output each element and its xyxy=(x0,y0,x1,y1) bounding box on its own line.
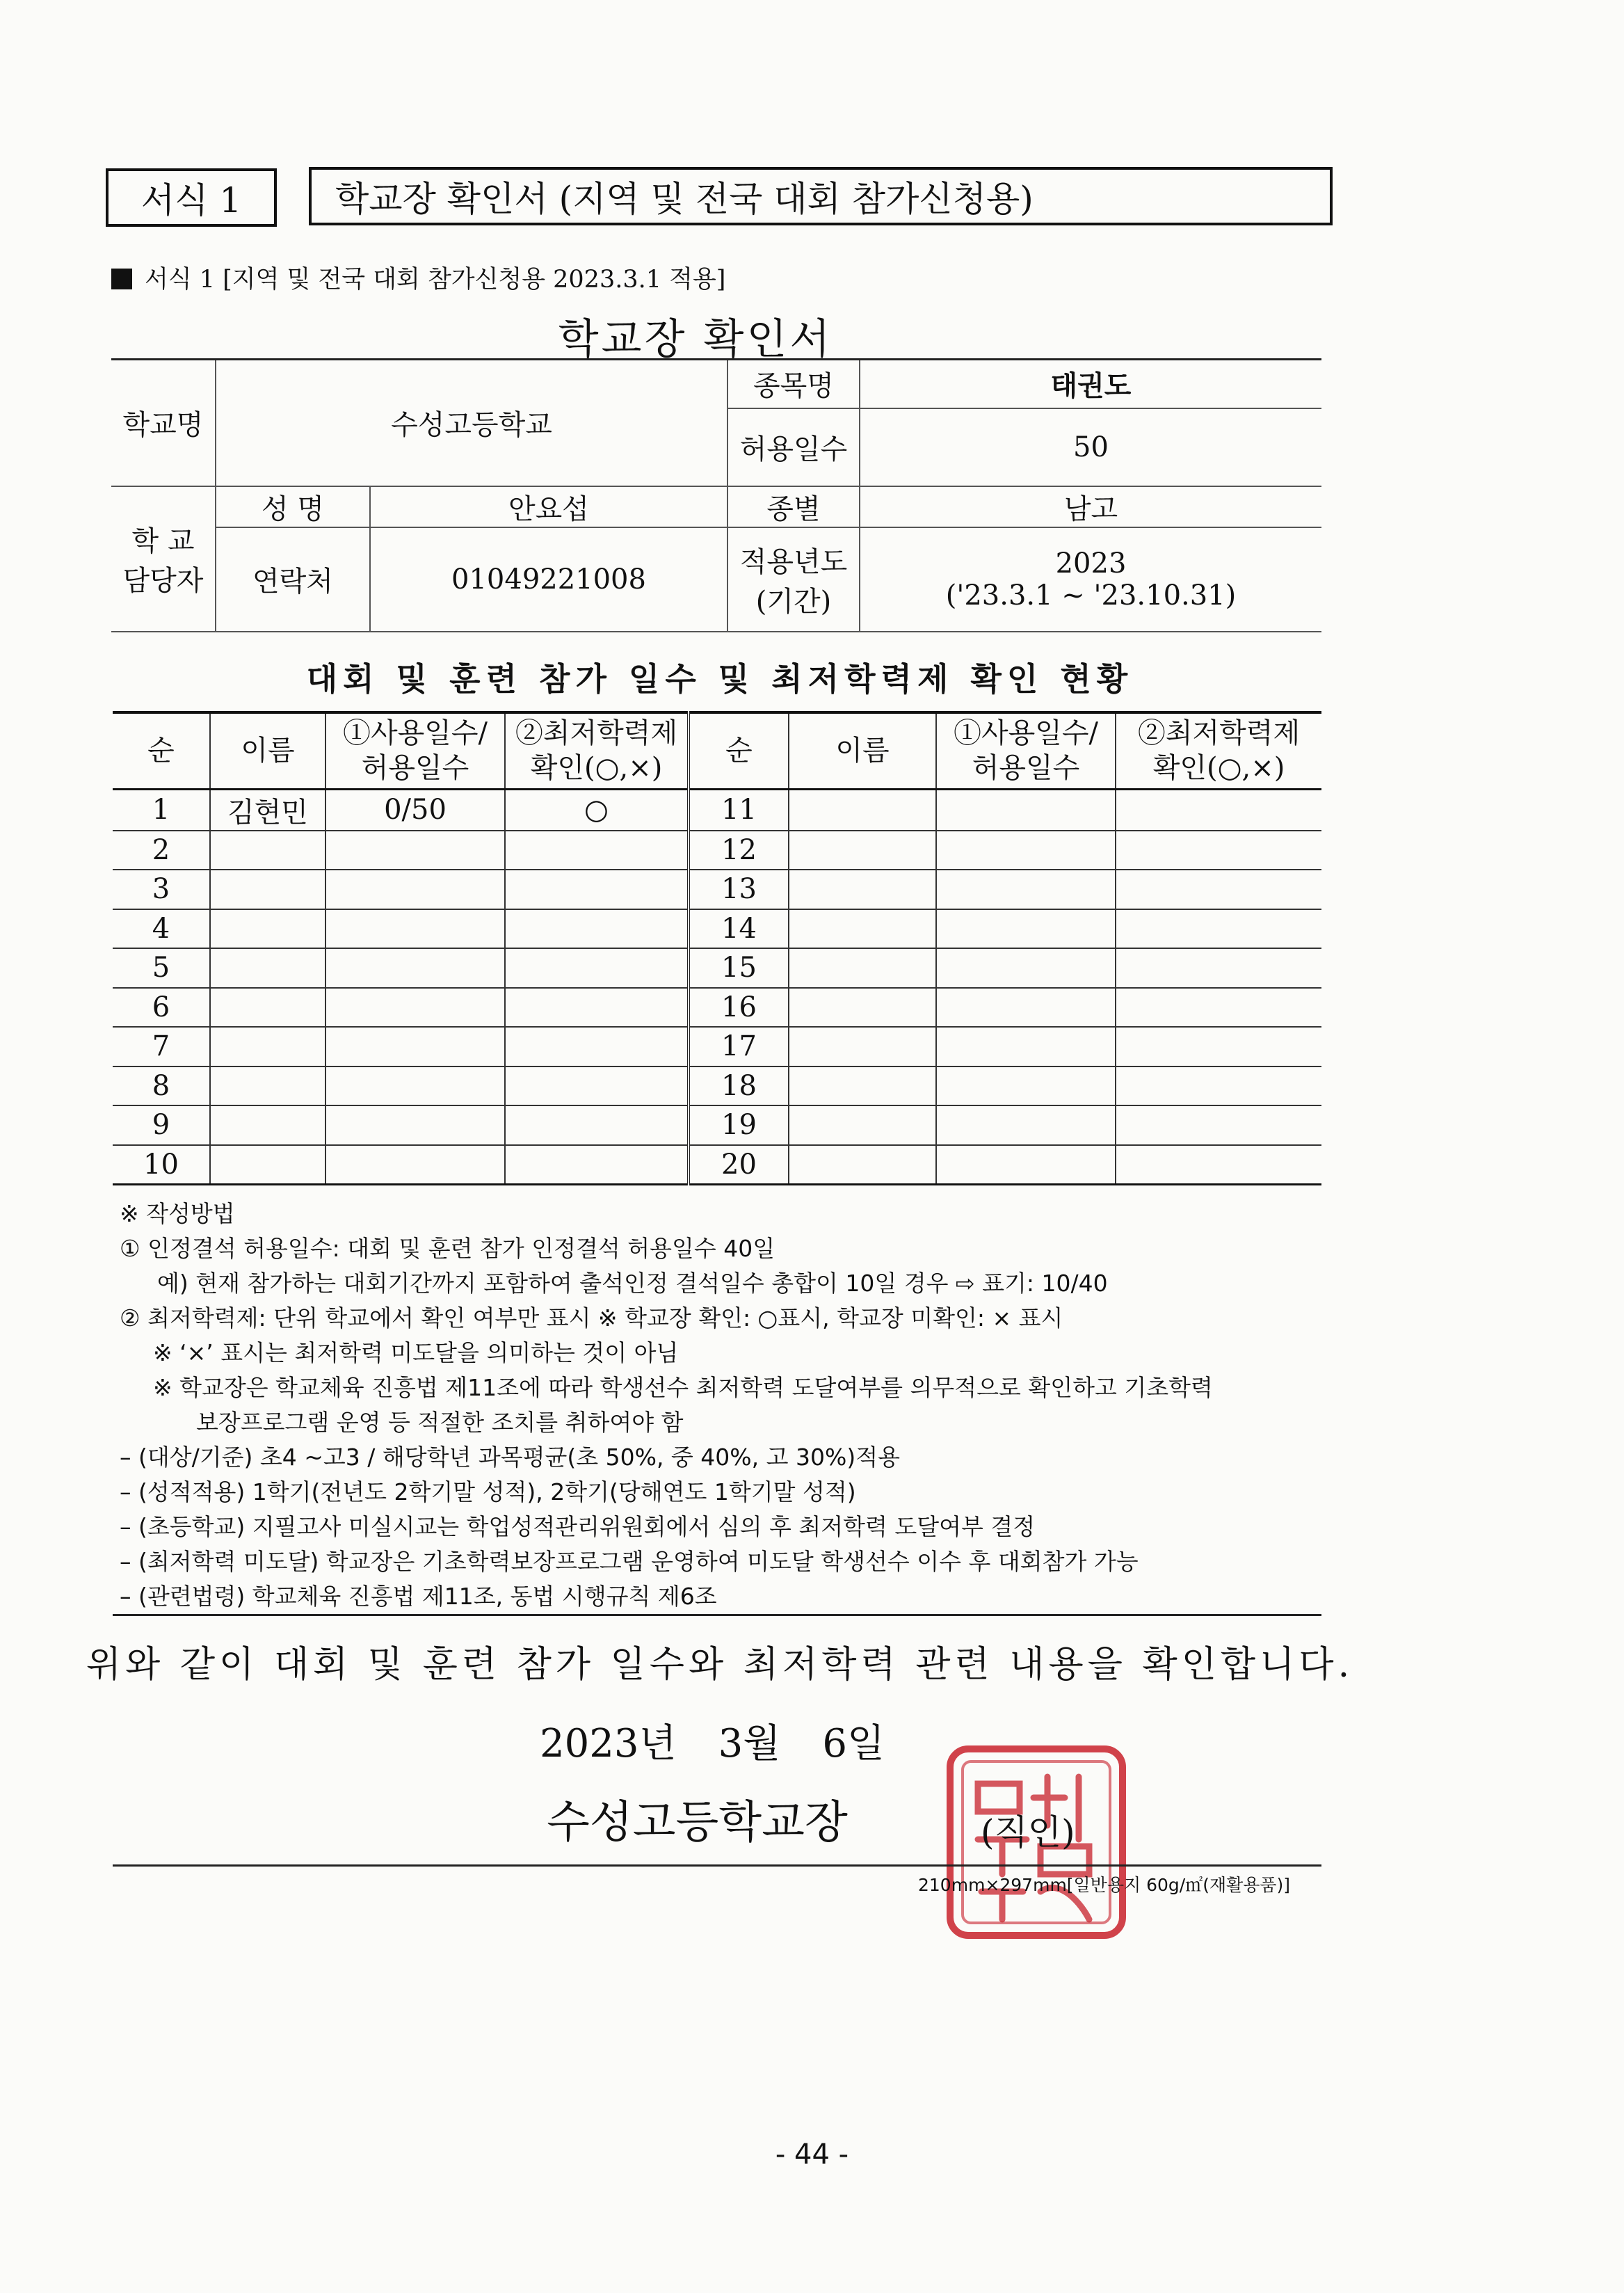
header-used-2 xyxy=(936,712,1116,789)
table-row xyxy=(113,909,1321,949)
table-row xyxy=(113,1027,1321,1066)
header-no-2: 순 xyxy=(689,712,789,789)
row-no-2: 18 xyxy=(689,1066,789,1106)
period-label xyxy=(727,527,860,632)
status-title: 대회 및 훈련 참가 일수 및 최저학력제 확인 현황 xyxy=(306,660,1134,698)
row-no: 7 xyxy=(113,1027,210,1066)
header-check-2 xyxy=(1116,712,1321,789)
row-used xyxy=(325,948,505,988)
row-check-2 xyxy=(1116,1066,1321,1106)
header-check-2-line1: ②최저학력제 xyxy=(1137,717,1301,750)
table-row xyxy=(113,831,1321,870)
date-month: 3월 xyxy=(718,1721,781,1766)
row-used xyxy=(325,870,505,909)
form-title: 학교장 확인서 (지역 및 전국 대회 참가신청용) xyxy=(335,179,1034,219)
table-row xyxy=(113,1066,1321,1106)
row-check-2 xyxy=(1116,988,1321,1028)
gender-value: 남고 xyxy=(860,486,1321,527)
row-used xyxy=(325,1066,505,1106)
school-value: 수성고등학교 xyxy=(216,360,727,486)
manager-label xyxy=(111,486,216,632)
header-used-2-line1: ①사용일수/ xyxy=(953,717,1099,750)
row-used-2 xyxy=(936,948,1116,988)
table-row xyxy=(113,1145,1321,1185)
form-title-box xyxy=(309,167,1333,225)
row-check-2 xyxy=(1116,948,1321,988)
contact-value: 01049221008 xyxy=(370,527,727,632)
row-name xyxy=(210,1066,325,1106)
row-no: 8 xyxy=(113,1066,210,1106)
row-no: 4 xyxy=(113,909,210,949)
note-1: ① 인정결석 허용일수: 대회 및 훈련 참가 인정결석 허용일수 40일 xyxy=(120,1235,775,1262)
form-number-box xyxy=(106,168,277,227)
row-name xyxy=(210,909,325,949)
manager-label-line2: 담당자 xyxy=(122,565,204,597)
sport-label: 종목명 xyxy=(727,360,860,408)
row-used-2 xyxy=(936,870,1116,909)
notes-divider xyxy=(113,1614,1321,1616)
note-1-example: 예) 현재 참가하는 대회기간까지 포함하여 출석인정 결석일수 총합이 10일 경우 ⇨ 표기: 10/40 xyxy=(157,1270,1108,1297)
row-no: 2 xyxy=(113,831,210,870)
row-no-2: 14 xyxy=(689,909,789,949)
row-check xyxy=(505,909,689,949)
row-used-2 xyxy=(936,988,1116,1028)
row-used-2 xyxy=(936,1105,1116,1145)
name-value: 안요섭 xyxy=(370,486,727,527)
row-name xyxy=(210,988,325,1028)
sport-value: 태권도 xyxy=(860,360,1321,408)
row-name-2 xyxy=(789,909,936,949)
gender-label: 종별 xyxy=(727,486,860,527)
row-no: 6 xyxy=(113,988,210,1028)
row-no-2: 20 xyxy=(689,1145,789,1185)
footer-divider xyxy=(113,1864,1321,1867)
note-2-a: ※ ‘×’ 표시는 최저학력 미도달을 의미하는 것이 아님 xyxy=(153,1339,679,1366)
row-used-2 xyxy=(936,831,1116,870)
row-name-2 xyxy=(789,870,936,909)
row-name-2 xyxy=(789,1145,936,1185)
note-detail-2: – (성적적용) 1학기(전년도 2학기말 성적), 2학기(당해연도 1학기말 성적) xyxy=(120,1478,856,1505)
note-detail-4: – (최저학력 미도달) 학교장은 기초학력보장프로그램 운영하여 미도달 학생선수 이수 후 대회참가 가능 xyxy=(120,1548,1139,1575)
note-2: ② 최저학력제: 단위 학교에서 확인 여부만 표시 ※ 학교장 확인: ○표시, 학교장 미확인: × 표시 xyxy=(120,1304,1063,1332)
allowed-days-value: 50 xyxy=(860,408,1321,486)
notes-heading: ※ 작성방법 xyxy=(120,1200,235,1227)
row-name-2 xyxy=(789,1027,936,1066)
row-used-2 xyxy=(936,1027,1116,1066)
row-name xyxy=(210,870,325,909)
confirmation-statement: 위와 같이 대회 및 훈련 참가 일수와 최저학력 관련 내용을 확인합니다. xyxy=(86,1644,1354,1686)
date-day: 6일 xyxy=(822,1721,885,1766)
page-number: - 44 - xyxy=(775,2139,849,2171)
header-check xyxy=(505,712,689,789)
row-no: 10 xyxy=(113,1145,210,1185)
row-check-2 xyxy=(1116,1105,1321,1145)
row-check xyxy=(505,1145,689,1185)
confirmation-date xyxy=(540,1713,926,1768)
table-row xyxy=(113,948,1321,988)
table-row xyxy=(113,870,1321,909)
note-detail-5: – (관련법령) 학교체육 진흥법 제11조, 동법 시행규칙 제6조 xyxy=(120,1583,717,1610)
form-subtitle xyxy=(111,260,725,295)
status-header-row xyxy=(113,712,1321,789)
table-row xyxy=(113,1105,1321,1145)
table-row xyxy=(113,789,1321,831)
row-check xyxy=(505,1027,689,1066)
header-used-line1: ①사용일수/ xyxy=(342,717,488,750)
row-check-2 xyxy=(1116,789,1321,831)
form-number: 서식 1 xyxy=(140,180,242,221)
row-used: 0/50 xyxy=(325,789,505,831)
row-used-2 xyxy=(936,1145,1116,1185)
row-used xyxy=(325,1145,505,1185)
row-check xyxy=(505,948,689,988)
row-name xyxy=(210,1027,325,1066)
header-used-line2: 허용일수 xyxy=(361,752,469,785)
header-used-2-line2: 허용일수 xyxy=(972,752,1080,785)
row-check xyxy=(505,831,689,870)
period-range: ('23.3.1 ~ '23.10.31) xyxy=(945,579,1237,612)
period-value xyxy=(860,527,1321,632)
header-no: 순 xyxy=(113,712,210,789)
writing-instructions xyxy=(120,1197,1330,1614)
row-used xyxy=(325,988,505,1028)
row-name-2 xyxy=(789,1066,936,1106)
note-2-b: ※ 학교장은 학교체육 진흥법 제11조에 따라 학생선수 최저학력 도달여부를 의무적으로 확인하고 기초학력 xyxy=(153,1374,1213,1401)
row-name xyxy=(210,831,325,870)
seal-label: (직인) xyxy=(981,1812,1075,1853)
row-no: 9 xyxy=(113,1105,210,1145)
period-year: 2023 xyxy=(1055,547,1127,580)
contact-label: 연락처 xyxy=(216,527,370,632)
info-table xyxy=(111,358,1321,632)
row-check xyxy=(505,988,689,1028)
document-title: 학교장 확인서 xyxy=(558,315,833,364)
period-label-line2: (기간) xyxy=(755,585,832,618)
period-label-line1: 적용년도 xyxy=(739,545,848,578)
paper-spec: 210mm×297mm[일반용지 60g/㎡(재활용품)] xyxy=(918,1875,1291,1895)
square-bullet-icon xyxy=(111,269,132,289)
form-subtitle-text: 서식 1 [지역 및 전국 대회 참가신청용 2023.3.1 적용] xyxy=(145,266,726,294)
row-check-2 xyxy=(1116,831,1321,870)
header-name-2: 이름 xyxy=(789,712,936,789)
header-check-2-line2: 확인(○,×) xyxy=(1152,752,1285,785)
row-no: 5 xyxy=(113,948,210,988)
row-no-2: 19 xyxy=(689,1105,789,1145)
row-used-2 xyxy=(936,909,1116,949)
row-used xyxy=(325,1027,505,1066)
row-name xyxy=(210,1105,325,1145)
row-used xyxy=(325,1105,505,1145)
header-name: 이름 xyxy=(210,712,325,789)
row-check xyxy=(505,1066,689,1106)
name-label: 성 명 xyxy=(216,486,370,527)
row-no-2: 16 xyxy=(689,988,789,1028)
row-check-2 xyxy=(1116,1145,1321,1185)
row-no-2: 12 xyxy=(689,831,789,870)
row-no: 1 xyxy=(113,789,210,831)
school-label: 학교명 xyxy=(111,360,216,486)
row-name-2 xyxy=(789,948,936,988)
row-no-2: 15 xyxy=(689,948,789,988)
row-name: 김현민 xyxy=(210,789,325,831)
row-used xyxy=(325,909,505,949)
header-check-line2: 확인(○,×) xyxy=(530,752,663,785)
row-name-2 xyxy=(789,1105,936,1145)
row-name-2 xyxy=(789,789,936,831)
status-table xyxy=(113,711,1321,1185)
row-name xyxy=(210,948,325,988)
row-check xyxy=(505,870,689,909)
row-name-2 xyxy=(789,831,936,870)
note-detail-1: – (대상/기준) 초4 ~고3 / 해당학년 과목평균(초 50%, 중 40%, 고 30%)적용 xyxy=(120,1444,900,1471)
allowed-days-label: 허용일수 xyxy=(727,408,860,486)
header-check-line1: ②최저학력제 xyxy=(515,717,678,750)
row-no-2: 17 xyxy=(689,1027,789,1066)
row-no-2: 13 xyxy=(689,870,789,909)
row-used-2 xyxy=(936,789,1116,831)
row-no-2: 11 xyxy=(689,789,789,831)
status-table-body xyxy=(113,789,1321,1184)
signer-name: 수성고등학교장 xyxy=(547,1797,848,1848)
note-2-b-cont: 보장프로그램 운영 등 적절한 조치를 취하여야 함 xyxy=(196,1409,684,1436)
header-used xyxy=(325,712,505,789)
row-name-2 xyxy=(789,988,936,1028)
manager-label-line1: 학 교 xyxy=(131,525,195,557)
table-row xyxy=(113,988,1321,1028)
row-no: 3 xyxy=(113,870,210,909)
row-used-2 xyxy=(936,1066,1116,1106)
row-name xyxy=(210,1145,325,1185)
row-check: ○ xyxy=(505,789,689,831)
date-year: 2023년 xyxy=(540,1721,677,1766)
row-check-2 xyxy=(1116,1027,1321,1066)
note-detail-3: – (초등학교) 지필고사 미실시교는 학업성적관리위원회에서 심의 후 최저학력 도달여부 결정 xyxy=(120,1513,1036,1540)
row-used xyxy=(325,831,505,870)
row-check xyxy=(505,1105,689,1145)
row-check-2 xyxy=(1116,909,1321,949)
row-check-2 xyxy=(1116,870,1321,909)
